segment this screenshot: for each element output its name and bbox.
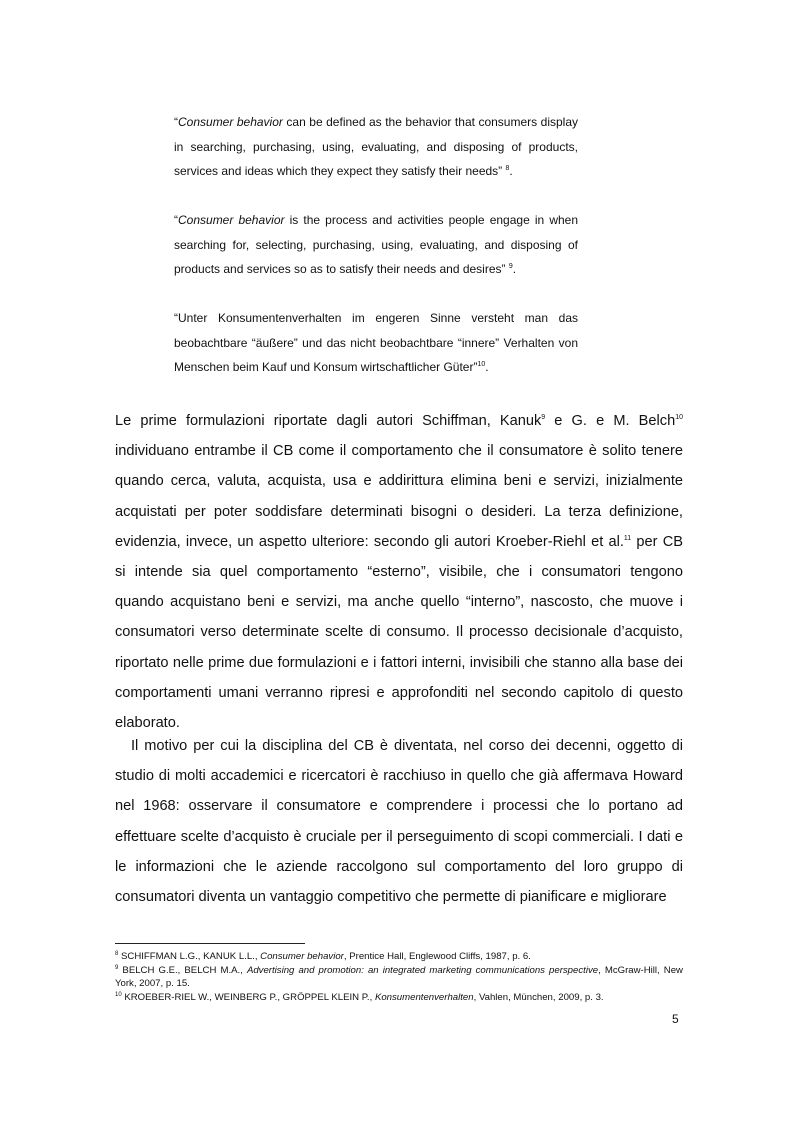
footnotes	[115, 950, 683, 1004]
body-paragraph: Il motivo per cui la disciplina del CB è diventata, nel corso dei decenni, oggetto di studio di molti accademici e ricercatori è racchiuso in quello che già affermava Howard nel 1968: osservare il consumatore e comprendere i processi che lo portano ad effettuare scelte d’acquisto è cruciale per il perseguimento di scopi commerciali. I dati e le informazioni che le aziende raccolgono sul comportamento del loro gruppo di consumatori diventa un vantaggio competitivo che permette di pianificare e migliorare	[115, 738, 683, 906]
quote-consumer-behavior-belch	[174, 208, 578, 282]
footnote-9: $^9$ BELCH G.E., BELCH M.A., Advertising and promotion: an integrated marketing communications perspective, McGraw-Hill, New York, 2007, p. 15.	[115, 964, 683, 989]
footnote-10: $^{10}$ KROEBER-RIEL W., WEINBERG P., GRÖPPEL KLEIN P., Konsumentenverhalten, Vahlen, München, 2009, p. 3.	[115, 991, 604, 1003]
footnote-ref: 11	[623, 534, 632, 542]
quote-open-mark: “	[174, 213, 178, 227]
quote-open-mark: “	[174, 115, 178, 129]
quote-end: .	[512, 262, 517, 276]
page-number: 5	[672, 1012, 679, 1026]
quote-konsumentenverhalten	[174, 306, 578, 380]
quote-end: .	[485, 360, 489, 374]
footnote-ref: 10	[477, 361, 486, 368]
quote-text: can be defined as the behavior that consumers display in searching, purchasing, using, evaluating, and disposing of products, services and ideas which they expect they satisfy their needs”	[174, 115, 579, 178]
footnote-ref: 9	[541, 414, 546, 422]
footnote-ref: 8	[505, 165, 510, 172]
body-paragraph: Le prime formulazioni riportate dagli autori Schiffman, Kanuk$^9$ e G. e M. Belch$^{10}$ individuano entrambe il CB come il comportamento che il consumatore è solito tenere quando cerca, valuta, acquista, usa e addirittura elimina beni e servizi, inizialmente acquistati per poter soddisfare determinati bisogni o desideri. La terza definizione, evidenzia, invece, un aspetto ulteriore: secondo gli autori Kroeber-Riehl et al.$^{11}$ per CB si intende sia quel comportamento “esterno”, visibile, che i consumatori tengono quando acquistano beni e servizi, ma anche quello “interno”, nascosto, che muove i consumatori verso determinate scelte di consumo. Il processo decisionale d’acquisto, riportato nelle prime due formulazioni e i fattori interni, invisibili che stanno alla base dei comportamenti umani verranno ripresi e approfonditi nel secondo capitolo di questo elaborato.	[115, 413, 683, 732]
footnote-ref: 10	[675, 414, 683, 422]
footnote-8: $^8$ SCHIFFMAN L.G., KANUK L.L., Consumer behavior, Prentice Hall, Englewood Cliffs, 1987, p. 6.	[115, 950, 531, 962]
quote-text: is the process and activities people engage in when searching for, selecting, purchasing, using, evaluating, and disposing of products and services so as to satisfy their needs and desires”	[174, 213, 579, 276]
quote-consumer-behavior-schiffman	[174, 110, 578, 184]
quote-emphasis: Consumer behavior	[178, 213, 285, 227]
footnote-ref: 9	[508, 263, 513, 270]
quote-text: “Unter Konsumentenverhalten im engeren Sinne versteht man das beobachtbare “äußere” und das nicht beobachtbare “innere” Verhalten von Menschen beim Kauf und Konsum wirtschaftlicher Güter”	[174, 311, 578, 374]
quote-end: .	[509, 164, 513, 178]
quote-emphasis: Consumer behavior	[178, 115, 283, 129]
footnote-separator	[115, 943, 305, 944]
